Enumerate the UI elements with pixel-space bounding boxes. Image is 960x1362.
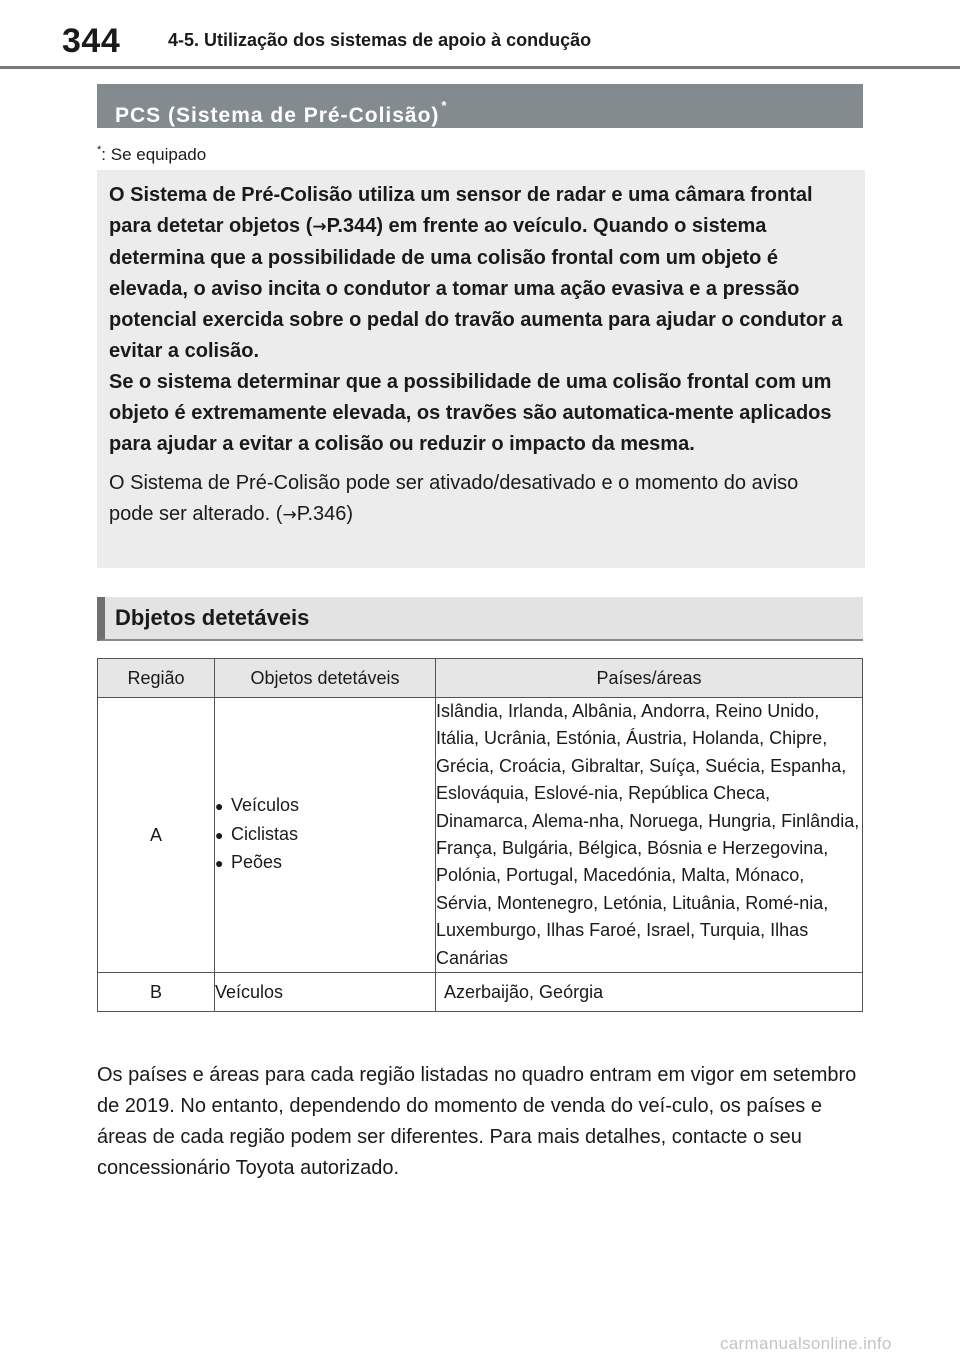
pcs-title: PCS (Sistema de Pré-Colisão) (115, 104, 440, 127)
section-title: 4-5. Utilização dos sistemas de apoio à condução (168, 30, 592, 50)
intro-text-1a: O Sistema de Pré-Colisão utiliza um sensor de radar e uma câmara frontal para detetar objetos ( (109, 184, 813, 237)
bullet-icon: ● (215, 826, 224, 843)
countries-cell: Islândia, Irlanda, Albânia, Andorra, Reino Unido, Itália, Ucrânia, Estónia, Áustria, Holanda, Chipre, Grécia, Croácia, Gibraltar, Suíça, Suécia, Espanha, Eslováquia, Eslové-nia, República Checa, Dinamarca, Alema-nha, Noruega, Hungria, Finlândia, França, Bulgária, Bélgica, Bósnia e Herzegovina, Polónia, Portugal, Macedónia, Malta, Mónaco, Sérvia, Montenegro, Letónia, Lituânia, Romé-nia, Luxemburgo, Ilhas Faroé, Israel, Turquia, Ilhas Canárias (436, 698, 863, 973)
object-label: Ciclistas (231, 823, 299, 844)
arrow-icon: → (282, 505, 297, 525)
bullet-icon: ● (215, 855, 224, 872)
closing-paragraph: Os países e áreas para cada região listadas no quadro entram em vigor em setembro de 2019. No entanto, dependendo do momento de venda do veí-culo, os países e áreas de cada região podem ser diferentes. Para mais detalhes, contacte o seu concessionário Toyota autorizado. (97, 1064, 857, 1179)
region-cell: B (98, 973, 215, 1012)
footnote-text: : Se equipado (101, 145, 207, 164)
intro-paragraph-2: Se o sistema determinar que a possibilidade de uma colisão frontal com um objeto é extremamente elevada, os travões são automatica-mente aplicados para ajudar a evitar a colisão ou reduzir o impacto da mesma. (109, 371, 832, 455)
table-header-row (98, 659, 863, 698)
list-item (215, 849, 435, 878)
objects-cell: Veículos (215, 973, 436, 1012)
table-row (98, 698, 863, 973)
intro-text-3a: O Sistema de Pré-Colisão pode ser ativado/desativado e o momento do aviso pode ser alterado. ( (109, 472, 799, 525)
table-header: Países/áreas (436, 659, 863, 698)
arrow-icon: → (312, 217, 327, 237)
watermark: carmanualsonline.info (720, 1334, 892, 1353)
bullet-icon: ● (215, 798, 224, 815)
pcs-title-mark: * (441, 98, 448, 113)
table-header: Região (98, 659, 215, 698)
intro-paragraph-3 (109, 468, 847, 531)
region-cell: A (98, 698, 215, 973)
subsection-title: Dbjetos detetáveis (115, 605, 310, 630)
subsection-title-bar (97, 597, 863, 641)
intro-box (97, 170, 865, 568)
footnote-mark: * (97, 144, 102, 156)
intro-text-1b: P.344) em frente ao veículo. Quando o sistema determina que a possibilidade de uma colisão frontal com um objeto é elevada, o aviso incita o condutor a tomar uma ação evasiva e a pressão potencial exercida sobre o pedal do travão aumenta para ajudar o condutor a evitar a colisão. (109, 215, 843, 362)
object-label: Veículos (231, 795, 300, 816)
table-header: Objetos detetáveis (215, 659, 436, 698)
list-item (215, 792, 435, 821)
pcs-title-bar (97, 84, 863, 128)
objects-table (97, 658, 863, 1012)
object-label: Peões (231, 852, 283, 873)
list-item (215, 821, 435, 850)
countries-cell: Azerbaijão, Geórgia (436, 973, 863, 1012)
table-row (98, 973, 863, 1012)
footnote (97, 144, 206, 165)
page-number: 344 (62, 22, 121, 60)
objects-cell (215, 698, 436, 973)
intro-text-3b: P.346) (296, 503, 354, 525)
intro-paragraph-1 (109, 180, 847, 367)
header-rule (0, 66, 960, 69)
